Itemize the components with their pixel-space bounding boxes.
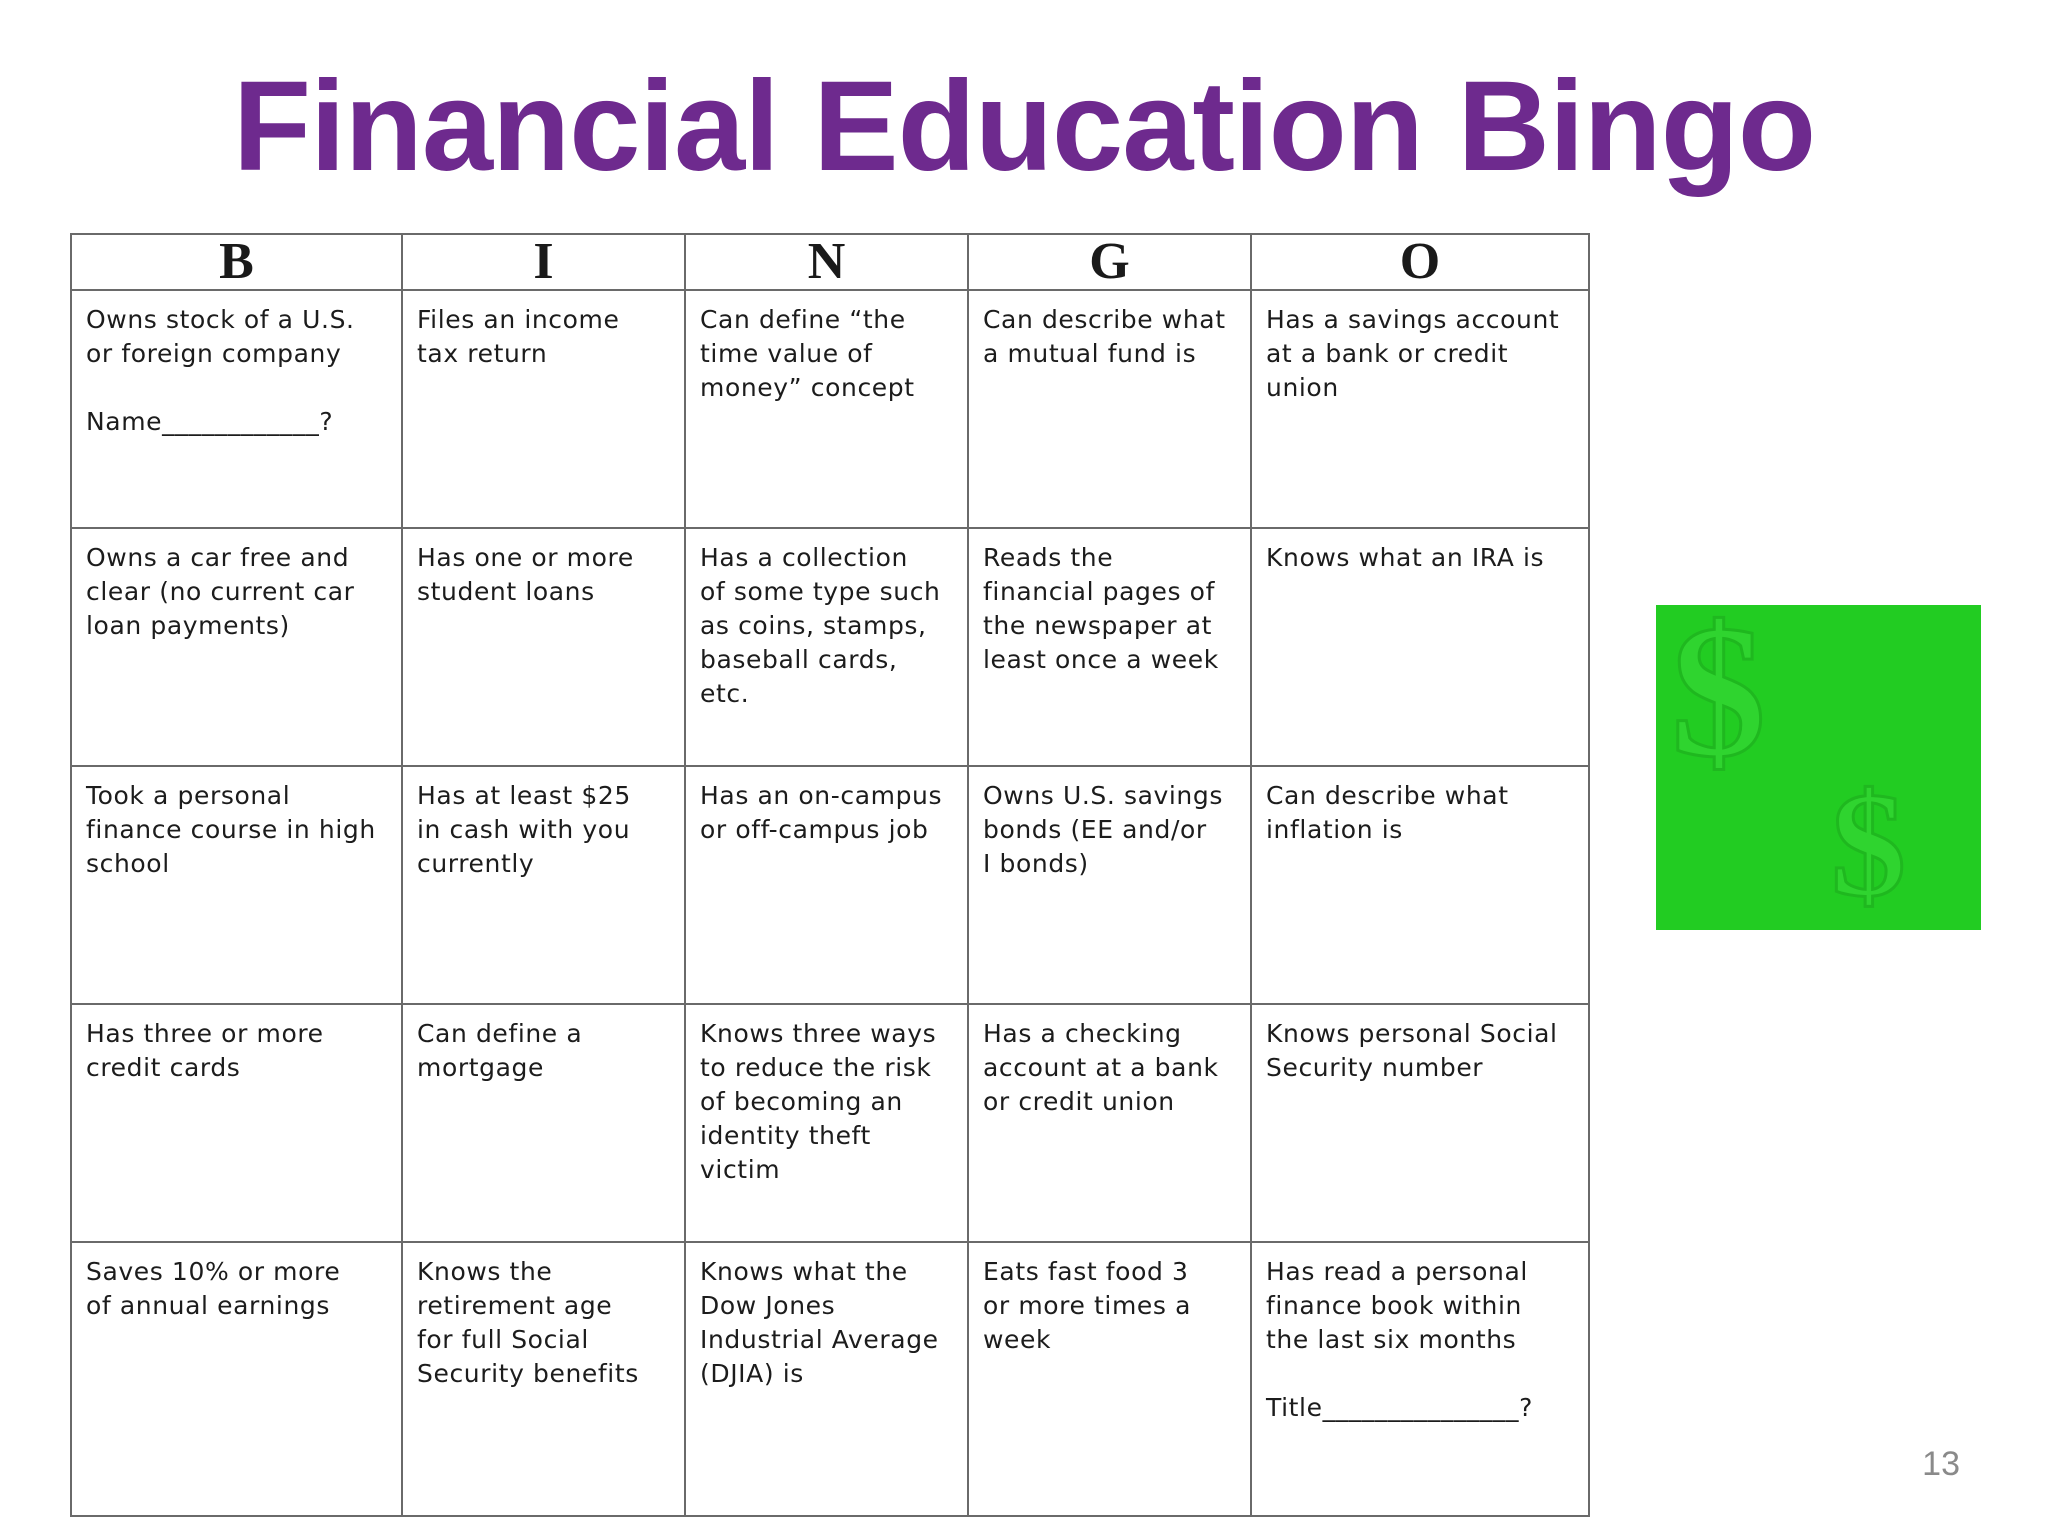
bingo-cell (1251, 1004, 1589, 1242)
cell-text: Can define a mortgage (417, 1019, 583, 1082)
cell-text: Has a savings account at a bank or credit union (1266, 305, 1560, 402)
bingo-header-g: G (968, 234, 1251, 290)
bingo-cell (71, 290, 402, 528)
bingo-header-row (71, 234, 1589, 290)
bingo-cell (968, 1004, 1251, 1242)
bingo-cell (968, 528, 1251, 766)
bingo-row (71, 528, 1589, 766)
cell-text: Has one or more student loans (417, 543, 634, 606)
bingo-card (70, 233, 1590, 1517)
cell-text: Owns a car free and clear (no current car loan payments) (86, 543, 355, 640)
cell-text: Knows three ways to reduce the risk of becoming an identity theft victim (700, 1019, 937, 1184)
bingo-cell (402, 528, 685, 766)
svg-text:$: $ (1671, 605, 1766, 797)
cell-text: Saves 10% or more of annual earnings (86, 1257, 341, 1320)
bingo-header-n: N (685, 234, 968, 290)
bingo-cell (402, 1004, 685, 1242)
bingo-cell (1251, 528, 1589, 766)
bingo-cell (685, 528, 968, 766)
cell-text: Has at least $25 in cash with you currently (417, 781, 631, 878)
bingo-cell (1251, 1242, 1589, 1516)
dollar-signs-image (1656, 605, 1981, 930)
bingo-cell (1251, 290, 1589, 528)
cell-text: Reads the financial pages of the newspaper at least once a week (983, 543, 1219, 674)
cell-text: Knows personal Social Security number (1266, 1019, 1558, 1082)
cell-text: Knows what an IRA is (1266, 543, 1545, 572)
dollar-signs-icon (1656, 605, 1981, 930)
bingo-row (71, 1004, 1589, 1242)
cell-text: Files an income tax return (417, 305, 620, 368)
bingo-cell (71, 1004, 402, 1242)
slide-title: Financial Education Bingo (232, 55, 1816, 198)
cell-text: Has a collection of some type such as coins, stamps, baseball cards, etc. (700, 543, 941, 708)
cell-text: Has read a personal finance book within the last six months (1266, 1257, 1528, 1354)
cell-text: Eats fast food 3 or more times a week (983, 1257, 1191, 1354)
name-fill-in: Name____________? (86, 407, 334, 436)
bingo-cell (685, 766, 968, 1004)
bingo-cell (402, 766, 685, 1004)
bingo-cell (968, 290, 1251, 528)
bingo-row (71, 766, 1589, 1004)
bingo-row (71, 290, 1589, 528)
cell-text: Owns stock of a U.S. or foreign company (86, 305, 355, 368)
bingo-cell (71, 766, 402, 1004)
cell-text: Has a checking account at a bank or credit union (983, 1019, 1219, 1116)
bingo-cell (968, 1242, 1251, 1516)
bingo-cell (685, 1242, 968, 1516)
bingo-cell (685, 1004, 968, 1242)
cell-text: Has three or more credit cards (86, 1019, 324, 1082)
bingo-cell (968, 766, 1251, 1004)
cell-text: Knows what the Dow Jones Industrial Average (DJIA) is (700, 1257, 939, 1388)
bingo-cell (71, 1242, 402, 1516)
cell-text: Knows the retirement age for full Social Security benefits (417, 1257, 639, 1388)
bingo-cell (685, 290, 968, 528)
cell-text: Can describe what inflation is (1266, 781, 1509, 844)
cell-text: Can define “the time value of money” concept (700, 305, 915, 402)
cell-text: Took a personal finance course in high school (86, 781, 376, 878)
bingo-row (71, 1242, 1589, 1516)
title-fill-in: Title_______________? (1266, 1393, 1533, 1422)
bingo-cell (1251, 766, 1589, 1004)
bingo-cell (71, 528, 402, 766)
cell-text: Can describe what a mutual fund is (983, 305, 1226, 368)
bingo-header-o: O (1251, 234, 1589, 290)
cell-text: Owns U.S. savings bonds (EE and/or I bonds) (983, 781, 1223, 878)
svg-text:$: $ (1831, 762, 1906, 928)
bingo-cell (402, 290, 685, 528)
bingo-header-b: B (71, 234, 402, 290)
bingo-header-i: I (402, 234, 685, 290)
cell-text: Has an on-campus or off-campus job (700, 781, 943, 844)
bingo-cell (402, 1242, 685, 1516)
page-number: 13 (1922, 1445, 1960, 1483)
